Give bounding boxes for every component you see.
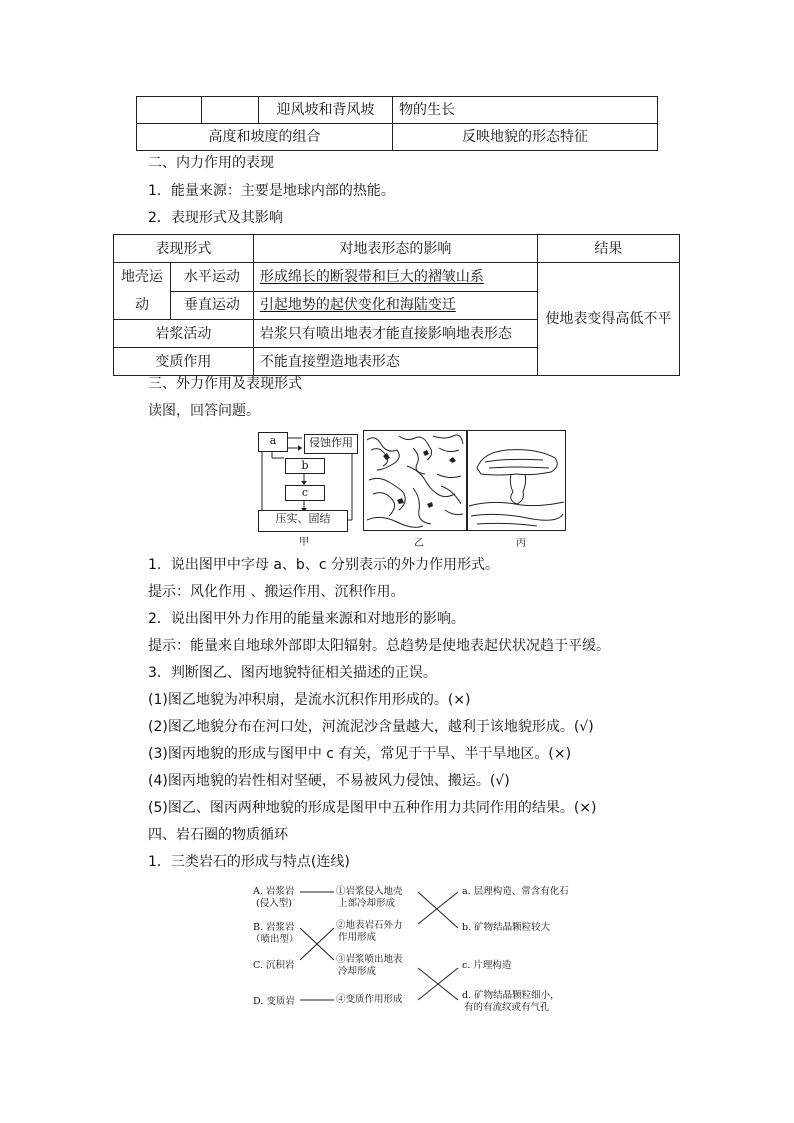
top-table-cell — [202, 97, 259, 124]
top-table-cell: 反映地貌的形态特征 — [393, 124, 658, 151]
statement: (2)图乙地貌分布在河口处，河流泥沙含量越大，越利于该地貌形成。(√) — [148, 719, 594, 735]
top-table-cell: 物的生长 — [393, 97, 658, 124]
rock-left-label: C. 沉积岩 — [253, 960, 295, 971]
crust-label-line: 动 — [135, 297, 149, 313]
top-table-cell — [137, 97, 202, 124]
question: 3．判断图乙、图丙地貌特征相关描述的正误。 — [148, 665, 437, 681]
list-item: 1．能量来源：主要是地球内部的热能。 — [148, 183, 395, 199]
rock-middle-label: ②地表岩石外力 — [336, 920, 403, 931]
question: 2．说出图甲外力作用的能量来源和对地形的影响。 — [148, 611, 465, 627]
top-table — [136, 96, 658, 151]
rock-right-label: a. 层理构造、常含有化石 — [462, 886, 569, 897]
caption-bing: 丙 — [516, 538, 526, 549]
table-cell: 垂直运动 — [171, 291, 254, 320]
flow-box-b: b — [285, 458, 325, 474]
table-cell: 不能直接塑造地表形态 — [253, 348, 537, 376]
section-heading: 二、内力作用的表现 — [148, 155, 274, 171]
statement: (3)图丙地貌的形成与图甲中 c 有关，常见于干旱、半干旱地区。(×) — [148, 746, 572, 762]
table-cell: 引起地势的起伏变化和海陆变迁 — [253, 291, 537, 320]
crust-label — [114, 263, 171, 320]
rock-middle-label: ①岩浆侵入地壳 — [336, 886, 403, 897]
flow-box-c: c — [285, 485, 325, 501]
rock-left-label: D. 变质岩 — [253, 996, 295, 1007]
rock-middle-label: ③岩浆喷出地表 — [336, 954, 403, 965]
flow-box-compact: 压实、固结 — [258, 510, 348, 532]
rock-right-label: c. 片理构造 — [462, 960, 512, 971]
intro-text: 读图，回答问题。 — [148, 403, 260, 419]
force-table — [113, 234, 680, 376]
rock-right-label: b. 矿物结晶颗粒较大 — [462, 922, 551, 933]
answer-hint: 提示：能量来自地球外部即太阳辐射。总趋势是使地表起伏状况趋于平缓。 — [148, 638, 610, 654]
table-cell: 岩浆活动 — [114, 320, 254, 348]
answer-hint: 提示：风化作用 、搬运作用、沉积作用。 — [148, 584, 405, 600]
top-table-cell: 高度和坡度的组合 — [137, 124, 393, 151]
rock-right-label: d. 矿物结晶颗粒细小， — [462, 990, 560, 1001]
list-item: 1．三类岩石的形成与特点(连线) — [148, 854, 350, 870]
statement: (1)图乙地貌为冲积扇，是流水沉积作用形成的。(×) — [148, 692, 471, 708]
flow-box-a: a — [258, 432, 288, 452]
table-cell: 水平运动 — [171, 263, 254, 292]
table-cell: 岩浆只有喷出地表才能直接影响地表形态 — [253, 320, 537, 348]
rock-right-label: 有的有流纹或有气孔 — [464, 1002, 550, 1013]
rock-middle-label: 冷却形成 — [338, 966, 377, 977]
top-table-cell: 迎风坡和背风坡 — [259, 97, 393, 124]
caption-jia: 甲 — [299, 537, 309, 548]
rock-middle-label: 上部冷却形成 — [338, 898, 396, 909]
landform-bing-image — [467, 430, 566, 531]
question: 1．说出图甲中字母 a、b、c 分别表示的外力作用形式。 — [148, 557, 499, 573]
landform-yi-image — [363, 430, 467, 531]
section-heading: 三、外力作用及表现形式 — [148, 376, 302, 392]
rock-left-label: （喷出型） — [251, 934, 299, 945]
rock-left-label: B. 岩浆岩 — [253, 922, 295, 933]
flow-box-erosion: 侵蚀作用 — [304, 434, 358, 454]
table-header: 对地表形态的影响 — [253, 235, 537, 263]
list-item: 2．表现形式及其影响 — [148, 210, 283, 226]
statement: (5)图乙、图丙两种地貌的形成是图甲中五种作用力共同作用的结果。(×) — [148, 800, 597, 816]
rock-left-label: (侵入型) — [256, 898, 292, 909]
result-cell: 使地表变得高低不平 — [537, 263, 679, 376]
rock-left-label: A. 岩浆岩 — [253, 886, 295, 897]
table-header: 表现形式 — [114, 235, 254, 263]
crust-label-line: 地壳运 — [121, 269, 163, 285]
rock-middle-label: ④变质作用形成 — [336, 994, 403, 1005]
caption-yi: 乙 — [414, 538, 424, 549]
statement: (4)图丙地貌的岩性相对坚硬，不易被风力侵蚀、搬运。(√) — [148, 773, 510, 789]
table-cell: 变质作用 — [114, 348, 254, 376]
section-heading: 四、岩石圈的物质循环 — [148, 827, 288, 843]
table-cell: 形成绵长的断裂带和巨大的褶皱山系 — [253, 263, 537, 292]
table-header: 结果 — [537, 235, 679, 263]
rock-middle-label: 作用形成 — [338, 932, 377, 943]
